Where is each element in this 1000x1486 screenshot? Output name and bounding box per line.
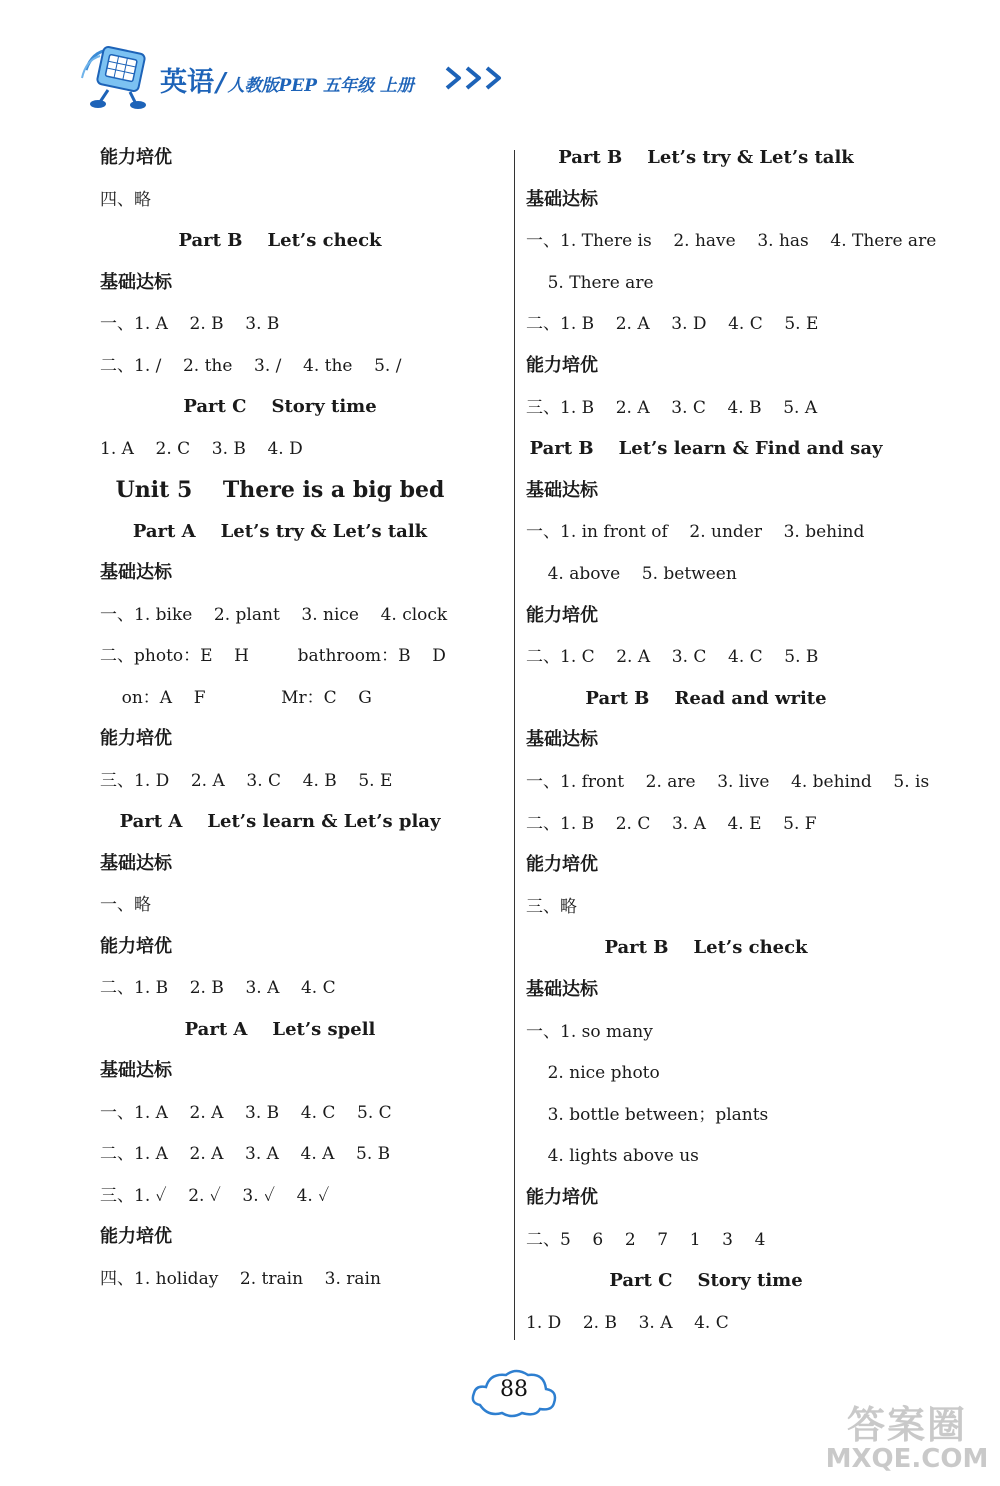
watermark-url: MXQE.COM [825, 1444, 989, 1474]
left-column-cat-line: 能力培优 [100, 728, 172, 749]
left-column-cat-line: 能力培优 [100, 147, 172, 168]
left-column-cat-line: 能力培优 [100, 1226, 172, 1247]
left-column-cat-line: 基础达标 [100, 562, 172, 583]
watermark-title: 答案圈 [846, 1403, 967, 1447]
right-column-cat-line: 能力培优 [526, 854, 598, 876]
right-column-cat-line: 能力培优 [526, 355, 598, 376]
right-column-heading-line: Part B Read and write [585, 687, 827, 709]
right-column-cat-line: 能力培优 [526, 604, 598, 626]
site-watermark [822, 1394, 992, 1480]
left-column-ans-line: 四、1. holiday 2. train 3. rain [100, 1268, 381, 1289]
right-column-ans-line: 一、1. There is 2. have 3. has 4. There are [526, 231, 937, 252]
left-column-ans-line: 1. A 2. C 3. B 4. D [100, 438, 303, 459]
right-column-ans-line: 2. nice photo [526, 1063, 660, 1084]
right-column-ans-line: 二、1. C 2. A 3. C 4. C 5. B [526, 647, 819, 668]
right-column-ans-line: 一、1. in front of 2. under 3. behind [526, 522, 865, 543]
left-column-heading-line: Part B Let’s check [178, 230, 382, 251]
computer-mascot-icon [78, 40, 158, 110]
right-column-ans-line: 二、1. B 2. A 3. D 4. C 5. E [526, 314, 819, 335]
right-column-ans-line: 二、5 6 2 7 1 3 4 [526, 1229, 766, 1250]
left-column-ans-line: 一、1. A 2. A 3. B 4. C 5. C [100, 1102, 392, 1123]
right-column-ans-line: 二、1. B 2. C 3. A 4. E 5. F [526, 813, 817, 834]
left-column-ans-line: 四、略 [100, 189, 151, 210]
left-column-heading-line: Part A Let’s learn & Let’s play [119, 811, 441, 832]
left-column-ans-line: 二、1. ∕ 2. the 3. ∕ 4. the 5. ∕ [100, 355, 402, 376]
right-column-ans-line: 三、1. B 2. A 3. C 4. B 5. A [526, 397, 818, 418]
page-header [78, 40, 518, 110]
left-column-cat-line: 基础达标 [100, 1060, 172, 1081]
right-column-ans-line: 三、略 [526, 896, 577, 917]
right-column-heading-line: Part B Let’s try & Let’s talk [558, 147, 854, 168]
page-number-badge [466, 1363, 562, 1423]
right-column-ans-line: 一、1. so many [526, 1021, 653, 1042]
left-column-ans-line: 二、1. A 2. A 3. A 4. A 5. B [100, 1144, 391, 1164]
left-column-unit-line: Unit 5 There is a big bed [115, 477, 445, 503]
right-column-ans-line: 4. lights above us [526, 1146, 699, 1167]
left-column-ans-line: 三、1. D 2. A 3. C 4. B 5. E [100, 770, 393, 791]
right-column-cat-line: 能力培优 [526, 1187, 598, 1208]
right-column-ans-line: 5. There are [526, 272, 654, 293]
left-column-ans-line: 一、略 [100, 895, 151, 915]
left-column-cat-line: 基础达标 [100, 852, 172, 874]
book-title: 英语/ 人教版PEP 五年级 上册 [160, 67, 414, 98]
subject-label: 英语 [160, 67, 214, 98]
right-column-cat-line: 基础达标 [526, 979, 598, 1000]
left-column-heading-line: Part C Story time [183, 396, 377, 417]
right-column-heading-line: Part B Let’s check [604, 937, 808, 959]
right-column-ans-line: 一、1. front 2. are 3. live 4. behind 5. is [526, 772, 930, 792]
right-column-ans-line: 1. D 2. B 3. A 4. C [526, 1312, 729, 1333]
right-column-ans-line: 3. bottle between；plants [526, 1104, 769, 1125]
left-column-cat-line: 基础达标 [100, 271, 172, 293]
right-column-heading-line: Part B Let’s learn & Find and say [529, 438, 883, 460]
left-column-ans-line: 一、1. A 2. B 3. B [100, 314, 280, 334]
edition-label: 人教版PEP 五年级 上册 [227, 76, 414, 96]
left-column-ans-line: 二、1. B 2. B 3. A 4. C [100, 978, 336, 998]
right-column-cat-line: 基础达标 [526, 729, 598, 751]
left-column-cat-line: 能力培优 [100, 935, 172, 957]
right-column-heading-line: Part C Story time [609, 1270, 803, 1292]
page-number: 88 [500, 1377, 528, 1402]
left-column-ans-line: 三、1. ✓ 2. ✓ 3. ✓ 4. ✓ [100, 1185, 330, 1206]
right-column-cat-line: 基础达标 [526, 479, 598, 501]
left-column-heading-line: Part A Let’s spell [184, 1018, 376, 1040]
left-column-ans-line: 一、1. bike 2. plant 3. nice 4. clock [100, 604, 448, 625]
left-column-ans-line: on：A F Mr：C G [100, 687, 372, 708]
right-column-ans-line: 4. above 5. between [526, 564, 737, 584]
right-column-cat-line: 基础达标 [526, 188, 598, 210]
left-column-heading-line: Part A Let’s try & Let’s talk [132, 520, 428, 542]
column-divider [514, 150, 515, 1340]
chevron-arrows-icon [443, 65, 509, 91]
left-column-ans-line: 二、photo：E H bathroom：B D [100, 646, 446, 666]
